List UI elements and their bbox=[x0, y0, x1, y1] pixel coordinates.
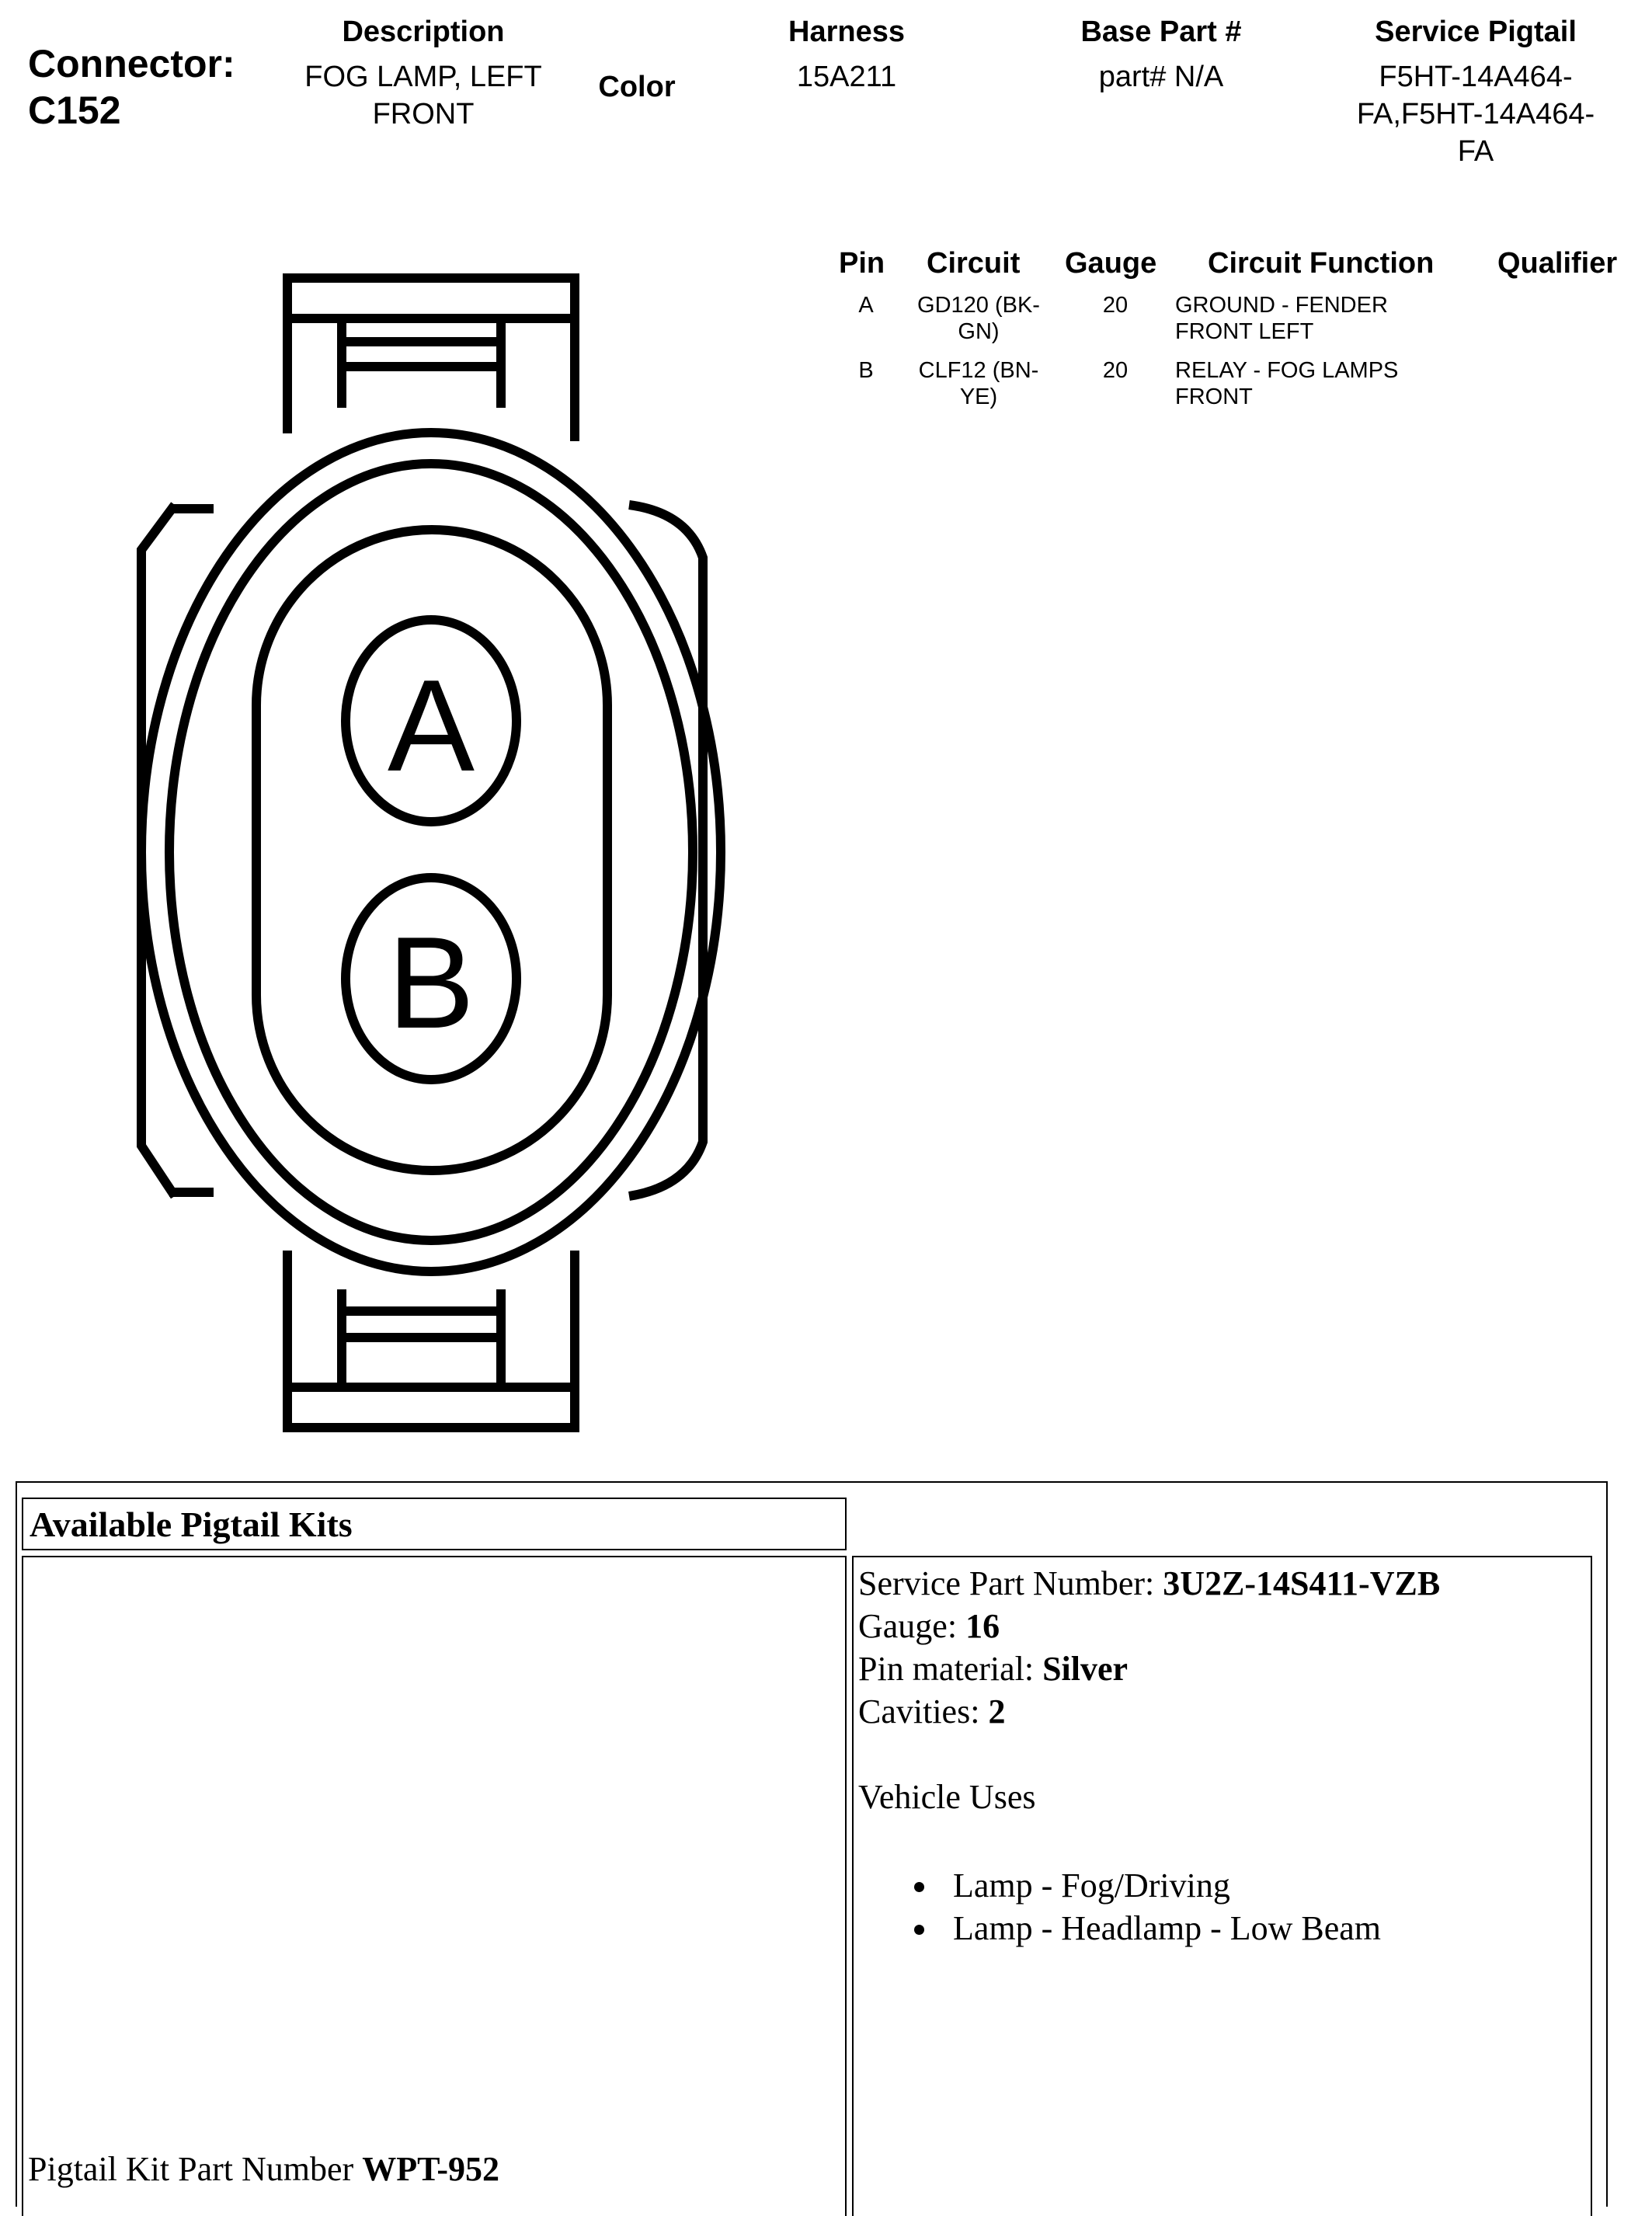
pin-table-header-function: Circuit Function bbox=[1208, 247, 1435, 280]
pin-table-header-pin: Pin bbox=[839, 247, 885, 280]
pin-row-b-circuit-line-1: CLF12 (BN- bbox=[918, 358, 1039, 383]
service-pigtail-value-line-1: F5HT-14A464- bbox=[1379, 61, 1573, 93]
harness-header: Harness bbox=[788, 16, 905, 48]
cavities-line bbox=[858, 1690, 1005, 1733]
service-part-number-line bbox=[858, 1562, 1440, 1605]
vehicle-uses-list bbox=[858, 1864, 1581, 1950]
pin-row-b-function-line-1: RELAY - FOG LAMPS bbox=[1175, 358, 1399, 383]
gauge-value: 16 bbox=[965, 1607, 1000, 1645]
pin-row-a-circuit-line-1: GD120 (BK- bbox=[917, 293, 1040, 318]
pin-a-label: A bbox=[387, 652, 475, 798]
pigtail-kits-title: Available Pigtail Kits bbox=[30, 1505, 353, 1544]
pigtail-kit-details-box bbox=[852, 1556, 1592, 2216]
pin-material-value: Silver bbox=[1042, 1650, 1129, 1688]
pin-row-a-circuit-line-2: GN) bbox=[958, 319, 1000, 344]
pin-row-a-gauge: 20 bbox=[1102, 293, 1129, 318]
pin-b-label: B bbox=[387, 910, 475, 1056]
service-pigtail-value-line-2: FA,F5HT-14A464- bbox=[1356, 98, 1595, 130]
pin-row-b-circuit-line-2: YE) bbox=[959, 384, 998, 409]
connector-inner-shell bbox=[169, 464, 693, 1240]
bottom-latch bbox=[287, 1251, 575, 1428]
cavities-label: Cavities: bbox=[858, 1692, 989, 1731]
base-part-value: part# N/A bbox=[1098, 61, 1224, 93]
vehicle-uses-label: Vehicle Uses bbox=[858, 1778, 1036, 1816]
vehicle-use-text: Lamp - Fog/Driving bbox=[953, 1866, 1230, 1905]
pin-row-b-pin: B bbox=[858, 358, 874, 383]
pin-row-b-function-line-2: FRONT bbox=[1175, 384, 1253, 409]
pin-material-label: Pin material: bbox=[858, 1650, 1043, 1688]
pigtail-kits-title-box bbox=[22, 1498, 847, 1550]
pin-material-line bbox=[858, 1647, 1128, 1690]
pin-table-header-qualifier: Qualifier bbox=[1497, 247, 1618, 280]
base-part-header: Base Part # bbox=[1080, 16, 1242, 48]
pigtail-kit-part-number-value: WPT-952 bbox=[362, 2150, 500, 2188]
list-item bbox=[858, 1864, 1581, 1907]
pin-row-a-function-line-1: GROUND - FENDER bbox=[1175, 293, 1388, 318]
cavities-value: 2 bbox=[988, 1692, 1006, 1731]
pin-row-a-function-line-2: FRONT LEFT bbox=[1175, 319, 1314, 344]
pigtail-kit-part-number-label: Pigtail Kit Part Number bbox=[28, 2150, 363, 2188]
service-part-number-label: Service Part Number: bbox=[858, 1564, 1163, 1602]
harness-value: 15A211 bbox=[796, 61, 897, 93]
pin-row-b-gauge: 20 bbox=[1102, 358, 1129, 383]
connector-label: Connector: bbox=[28, 42, 235, 85]
connector-id: C152 bbox=[28, 89, 121, 132]
vehicle-use-text: Lamp - Headlamp - Low Beam bbox=[953, 1909, 1382, 1947]
gauge-label: Gauge: bbox=[858, 1607, 966, 1645]
bullet-icon bbox=[914, 1882, 924, 1892]
list-item bbox=[858, 1907, 1581, 1950]
top-latch bbox=[287, 278, 575, 441]
bullet-icon bbox=[914, 1925, 924, 1935]
service-pigtail-header: Service Pigtail bbox=[1375, 16, 1577, 48]
description-header: Description bbox=[342, 16, 505, 48]
description-value-line-1: FOG LAMP, LEFT bbox=[304, 61, 542, 93]
pin-row-a-pin: A bbox=[858, 293, 874, 318]
service-pigtail-value-line-3: FA bbox=[1457, 135, 1494, 168]
pigtail-kit-part-number-line bbox=[28, 2148, 499, 2190]
cavity-housing bbox=[256, 530, 607, 1171]
color-header: Color bbox=[598, 71, 676, 103]
description-value-line-2: FRONT bbox=[372, 98, 475, 130]
connector-face-diagram bbox=[0, 0, 777, 1460]
service-part-number-value: 3U2Z-14S411-VZB bbox=[1163, 1564, 1441, 1602]
gauge-line bbox=[858, 1605, 1000, 1647]
pigtail-kit-image-box bbox=[22, 1556, 847, 2216]
pin-table-header-gauge: Gauge bbox=[1065, 247, 1157, 280]
connector-outer-shell bbox=[141, 433, 721, 1272]
pin-table-header-circuit: Circuit bbox=[927, 247, 1021, 280]
